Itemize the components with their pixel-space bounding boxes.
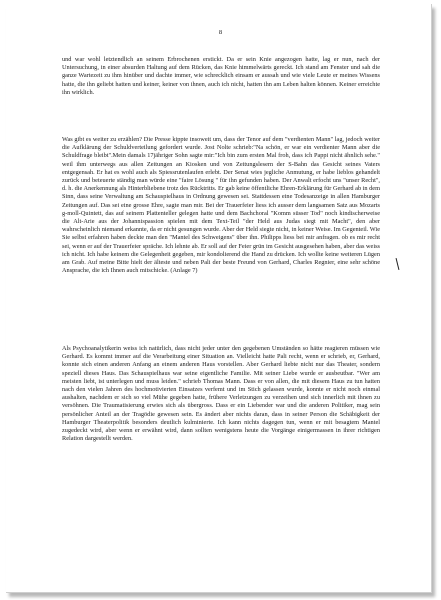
page-number: 8	[218, 29, 223, 36]
paragraph-2-text: Was gibt es weiter zu erzählen? Die Presse kippte insoweit um, dass der Tenor auf dem "verdienten Mann" lag, jedoch weiter die Aufklärung der Schuldverteilung gefordert wurde. Jost Nolte schrieb:"Na schön, er war ein verdienter Mann aber die Schuldfrage bleibt".Mein damals 17jähriger Sohn sagte mir:"Ich bin zum ersten Mal froh, dass ich Pappi nicht ähnlich sehe." weil ihm unterwegs aus allen Zeitungen an Kiosken und von Zeitungslesern der S-Bahn das Gesicht seines Vaters entgegensah. Er hat es wohl auch als Spiessrutenlaufen erlebt. Der Senat wies jegliche Anmutung, er habe lieblos gehandelt zurück und beteuerte ständig man würde eine "faire Lösung " für ihn gefunden haben. Der Anwalt erfocht uns "unser Recht", d. h. die Anerkennung als Hinterbliebene trotz des Rücktritts. Er gab keine öffentliche Ehren-Erklärung für Gerhard ab in dem Sinn, dass seine Verwaltung am Schauspielhaus in Ordnung gewesen sei. Stattdessen eine Todesanzeige in allen Hamburger Zeitungen auf. Das sei eine grosse Ehre, sagte man mir. Bei der Trauerfeier liess ich ausser dem langsamen Satz aus Mozarts g-moll-Quintett, das auf seinem Plattenteller gelegen hatte und dem Bachchoral "Komm süsser Tod" noch kindischerweise die Alt-Arie aus der Johannispassion spielen mit dem Text-Teil "der Held aus Judas siegt mit Macht", den aber wahrscheinlich niemand erkannte, da er nicht gesungen wurde. Aber der Held siegte nicht, in keiner Weise. Im Gegenteil. Wie Sie selbst erfahren haben deckte man den "Mantel des Schweigens" über ihn. Philipps liess bei mir anfragen. ob es mir recht sei, wenn er auf der Trauerfeier spräche. Ich lehnte ab. Er soll auf der Feier grün im Gesicht ausgesehen haben, aber das weiss ich nicht. Ich habe keinem die Gelegenheit gegeben, mir kondolierend die Hand zu drücken. Ich wollte keine weiteren Lügen am Grab. Auf meine Bitte hielt der älteste und neben Pali der beste Freund von Gerhard, Charles Regnier, eine sehr schöne Ansprache, die ich Ihnen auch mitschicke. (Anlage 7)	[62, 136, 380, 275]
paragraph-1	[62, 56, 380, 97]
paragraph-3-text: Als Psychoanalytikerin weiss ich natürlich, dass nicht jeder unter den gegebenen Umständen so hätte reagieren müssen wie Gerhard. Es kommt immer auf die Verarbeitung einer Situation an. Vielleicht hatte Pali recht, wenn er schrieb, er, Gerhard, konnte sich einen anderen Anfang an einem anderen Haus vorstellen. Aber Gerhard liebte nicht nur das Theater, sondern speziell dieses Haus. Das Schauspielhaus war seine eigentliche Familie. Mit seiner Liebe wurde er ausbeutbar. "Wer am meisten liebt, ist unterlegen und muss leiden." schrieb Thomas Mann. Dass er von allen, die mit diesem Haus zu tun hatten nach den vielen Jahren des hochmotivierten Einsatzes verfemt und im Stich gelassen wurde, konnte er nicht noch einmal aushalten, nachdem er sich so viel Mühe gegeben hatte, frühere Verletzungen zu verzeihen und sich innerlich mit ihnen zu versöhnen. Die Traumatisierung erwies sich als übergross. Dass er ein Liebender war und die anderen Politiker, mag sein persönlicher Anteil an der Tragödie gewesen sein. Es ändert aber nichts daran, dass in seiner Person die Schäbigkeit der Hamburger Theaterpolitik besonders deutlich kulminierte. Ich kann nichts dagegen tun, wenn er mit besagtem Mantel zugedeckt wird, aber wenn er erwähnt wird, dann sollten wenigstens heute die Vorgänge einigermassen in ihrer richtigen Relation dargestellt werden.	[62, 345, 380, 443]
paragraph-2	[62, 136, 380, 275]
paragraph-1-text: und war wohl letztendlich an seinem Erbrochenen erstickt. Da er sein Knie angezogen hatte, lag er nun, nach der Untersuchung, in einer absurden Haltung auf dem Rücken, das Knie himmelwärts gereckt. Ich stand am Fenster und sah die ganze Wartezeit zu ihm hinüber und dachte immer, wie schrecklich einsam er aussah und wie viele Leute er meines Wissens hatte, die ihn geliebt hatten und keiner, keiner von ihnen, auch ich nicht, hatten ihn am Leben halten können. Keiner erreichte ihn wirklich.	[62, 56, 380, 96]
paragraph-3	[62, 345, 380, 443]
